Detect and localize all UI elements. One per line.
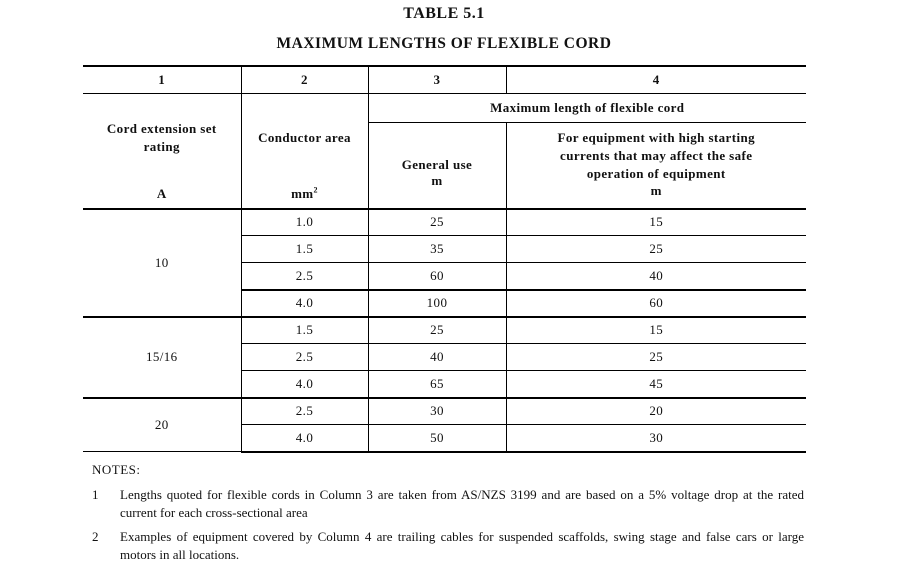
col-number-2: 2 xyxy=(241,66,368,93)
high-current-cell: 60 xyxy=(506,290,806,317)
high-current-cell: 25 xyxy=(506,236,806,263)
high-current-cell: 15 xyxy=(506,317,806,344)
area-cell: 1.0 xyxy=(241,209,368,236)
col-number-1: 1 xyxy=(83,66,241,93)
high-current-cell: 30 xyxy=(506,425,806,452)
col-number-4: 4 xyxy=(506,66,806,93)
table-row xyxy=(83,398,806,425)
table-caption: MAXIMUM LENGTHS OF FLEXIBLE CORD xyxy=(276,35,612,52)
notes-heading: NOTES: xyxy=(92,462,141,477)
col1-unit: A xyxy=(156,185,167,201)
col2-label: Conductor area xyxy=(258,129,351,145)
col2-unit-exponent: 2 xyxy=(313,185,318,195)
high-current-cell: 20 xyxy=(506,398,806,425)
area-cell: 4.0 xyxy=(241,290,368,317)
area-cell: 1.5 xyxy=(241,236,368,263)
note-item xyxy=(92,486,804,522)
general-use-cell: 25 xyxy=(368,209,506,236)
general-use-cell: 100 xyxy=(368,290,506,317)
table-number: TABLE 5.1 xyxy=(403,5,485,22)
note-number: 1 xyxy=(92,487,99,502)
table-row xyxy=(83,209,806,236)
group-header-row xyxy=(83,93,806,122)
col4-unit: m xyxy=(650,183,662,199)
area-cell: 4.0 xyxy=(241,425,368,452)
rating-cell: 20 xyxy=(83,398,241,452)
general-use-cell: 35 xyxy=(368,236,506,263)
high-current-cell: 25 xyxy=(506,344,806,371)
note-text: Examples of equipment covered by Column 4 are trailing cables for suspended scaffolds, swing stage and false cars or large motors in all locations. xyxy=(120,529,804,562)
group-header: Maximum length of flexible cord xyxy=(368,93,806,122)
col3-unit: m xyxy=(431,173,443,189)
general-use-cell: 30 xyxy=(368,398,506,425)
col4-header xyxy=(506,122,806,208)
area-cell: 1.5 xyxy=(241,317,368,344)
note-text: Lengths quoted for flexible cords in Column 3 are taken from AS/NZS 3199 and are based on a 5% voltage drop at the rated current for each cross-sectional area xyxy=(120,487,804,520)
col3-label: General use xyxy=(401,157,473,173)
general-use-cell: 50 xyxy=(368,425,506,452)
flexible-cord-table xyxy=(83,65,806,453)
col1-header xyxy=(83,93,241,209)
high-current-cell: 45 xyxy=(506,371,806,398)
col3-header xyxy=(368,122,506,208)
high-current-cell: 40 xyxy=(506,263,806,290)
area-cell: 4.0 xyxy=(241,371,368,398)
col2-header xyxy=(241,93,368,209)
col4-label: For equipment with high starting currents that may affect the safe operation of equipment xyxy=(557,130,755,182)
table-row xyxy=(83,317,806,344)
col-number-3: 3 xyxy=(368,66,506,93)
general-use-cell: 65 xyxy=(368,371,506,398)
rating-cell: 10 xyxy=(83,209,241,317)
col1-label: Cord extension set rating xyxy=(106,120,217,154)
column-number-row xyxy=(83,66,806,93)
general-use-cell: 60 xyxy=(368,263,506,290)
col2-unit-base: mm xyxy=(291,185,314,201)
high-current-cell: 15 xyxy=(506,209,806,236)
note-number: 2 xyxy=(92,529,99,544)
general-use-cell: 40 xyxy=(368,344,506,371)
col2-unit xyxy=(291,186,318,202)
notes-section xyxy=(92,461,804,570)
general-use-cell: 25 xyxy=(368,317,506,344)
area-cell: 2.5 xyxy=(241,263,368,290)
area-cell: 2.5 xyxy=(241,344,368,371)
note-item xyxy=(92,528,804,564)
rating-cell: 15/16 xyxy=(83,317,241,398)
area-cell: 2.5 xyxy=(241,398,368,425)
